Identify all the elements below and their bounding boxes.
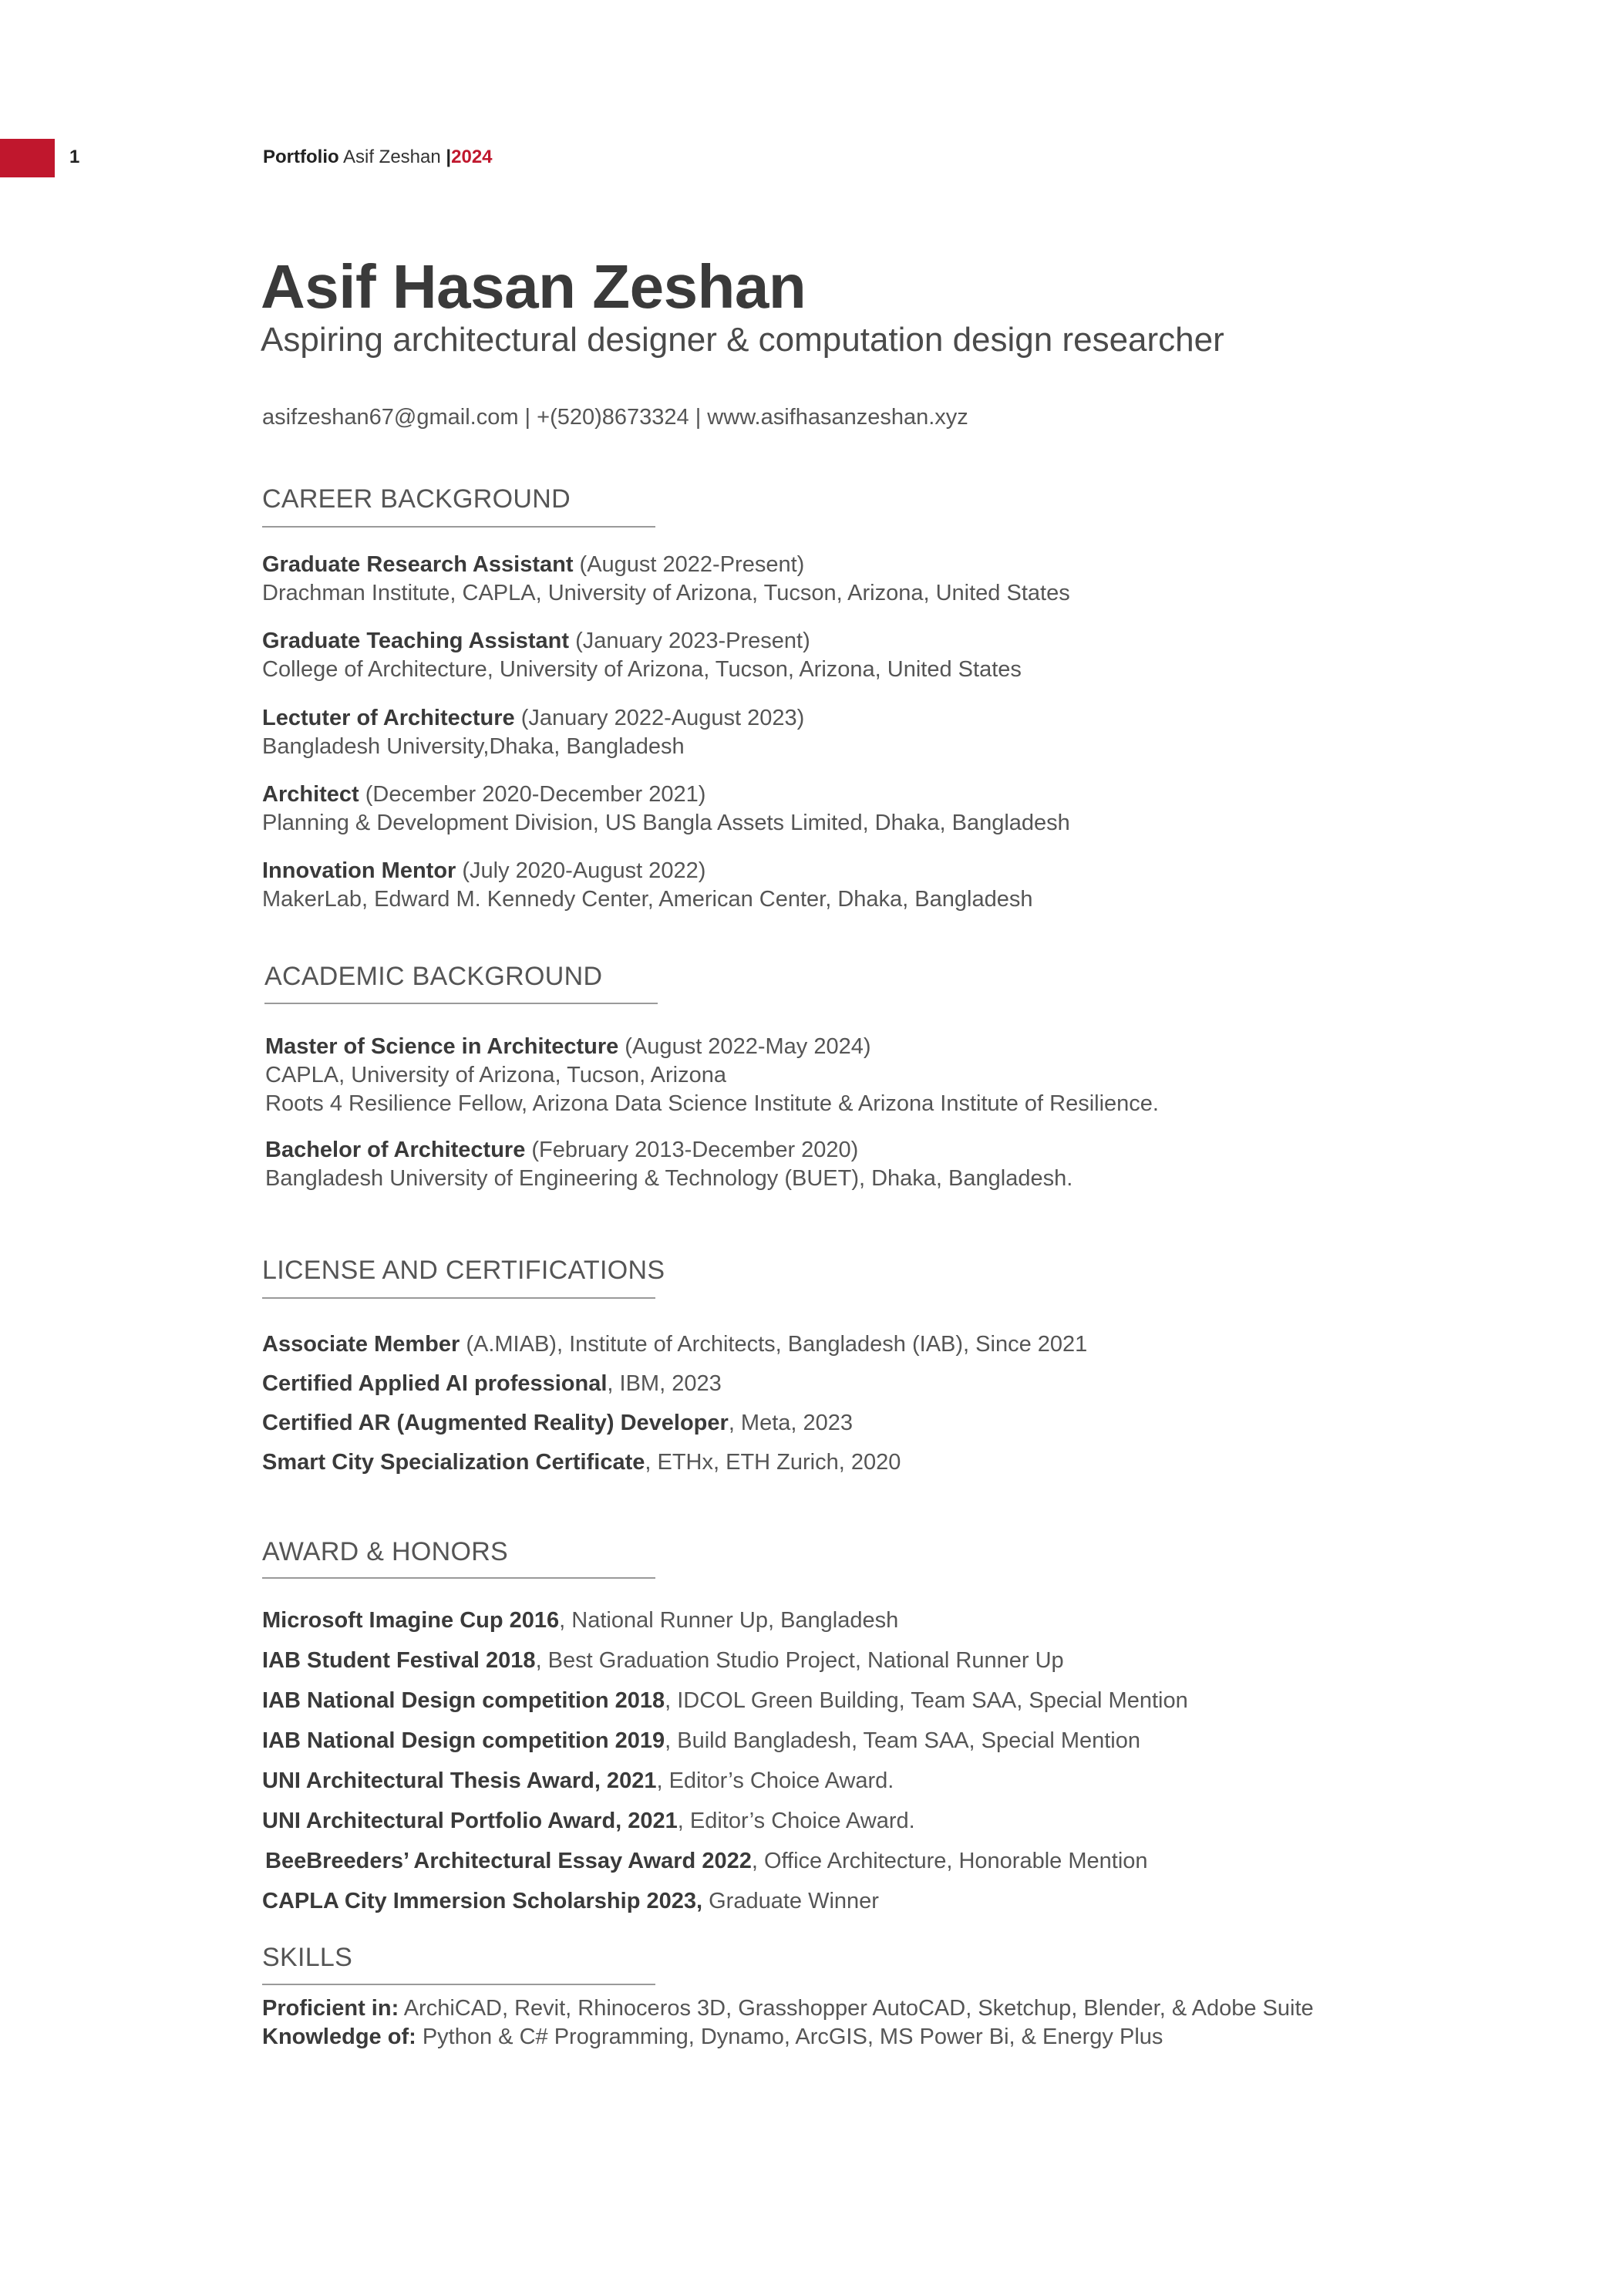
awards-section-title: AWARD & HONORS <box>262 1537 509 1566</box>
page-number: 1 <box>69 147 80 167</box>
page-title: Asif Hasan Zeshan <box>261 252 806 321</box>
award-name: IAB National Design competition 2019 <box>262 1728 665 1753</box>
academic-institution: Bangladesh University of Engineering & Technology (BUET), Dhaka, Bangladesh. <box>265 1166 1073 1191</box>
award-details: , Office Architecture, Honorable Mention <box>751 1849 1148 1873</box>
career-item <box>262 857 1032 914</box>
award-details: , Editor’s Choice Award. <box>656 1768 894 1793</box>
skills-knowledge-row <box>262 2023 1314 2052</box>
skills-section-title: SKILLS <box>262 1943 353 1972</box>
award-item <box>262 1721 1188 1761</box>
career-place: Planning & Development Division, US Bangla Assets Limited, Dhaka, Bangladesh <box>262 811 1070 835</box>
award-details: , Editor’s Choice Award. <box>677 1809 915 1833</box>
academic-institution: CAPLA, University of Arizona, Tucson, Arizona <box>265 1063 726 1087</box>
career-item <box>262 551 1070 608</box>
header-separator: | <box>446 147 452 167</box>
career-place: MakerLab, Edward M. Kennedy Center, American Center, Dhaka, Bangladesh <box>262 887 1033 912</box>
award-name: UNI Architectural Portfolio Award, 2021 <box>262 1809 678 1833</box>
license-item <box>262 1404 1087 1443</box>
academic-period: (August 2022-May 2024) <box>618 1034 871 1059</box>
licenses-section-rule <box>262 1297 655 1299</box>
license-name: Certified Applied AI professional <box>262 1371 608 1396</box>
academic-section-title: ACADEMIC BACKGROUND <box>264 962 603 991</box>
career-section-rule <box>262 526 655 528</box>
award-item <box>262 1881 1188 1921</box>
academic-degree: Bachelor of Architecture <box>265 1138 526 1162</box>
career-role: Graduate Teaching Assistant <box>262 629 570 653</box>
academic-item <box>265 1033 1159 1118</box>
academic-note: Roots 4 Resilience Fellow, Arizona Data Science Institute & Arizona Institute of Resilience. <box>265 1091 1159 1116</box>
award-details: , National Runner Up, Bangladesh <box>559 1608 899 1633</box>
license-details: , ETHx, ETH Zurich, 2020 <box>645 1450 901 1475</box>
career-period: (July 2020-August 2022) <box>456 858 706 883</box>
award-name: BeeBreeders’ Architectural Essay Award 2022 <box>265 1849 752 1873</box>
award-name: CAPLA City Immersion Scholarship 2023, <box>262 1889 703 1913</box>
license-name: Smart City Specialization Certificate <box>262 1450 645 1475</box>
awards-list <box>262 1600 1188 1921</box>
skills-section-rule <box>262 1984 655 1985</box>
career-item <box>262 627 1022 684</box>
header-portfolio-word: Portfolio <box>263 147 339 167</box>
career-role: Innovation Mentor <box>262 858 456 883</box>
tagline: Aspiring architectural designer & computation design researcher <box>261 321 1224 359</box>
running-header <box>263 147 493 168</box>
career-place: Bangladesh University,Dhaka, Bangladesh <box>262 734 685 759</box>
career-item <box>262 704 804 761</box>
career-period: (January 2022-August 2023) <box>514 706 805 730</box>
license-item <box>262 1364 1087 1404</box>
award-item <box>262 1600 1188 1640</box>
academic-section-rule <box>264 1003 658 1004</box>
career-period: (January 2023-Present) <box>569 629 810 653</box>
skills-knowledge-list: Python & C# Programming, Dynamo, ArcGIS, MS Power Bi, & Energy Plus <box>416 2025 1163 2049</box>
award-details: , Best Graduation Studio Project, National Runner Up <box>535 1648 1064 1673</box>
academic-period: (February 2013-December 2020) <box>525 1138 859 1162</box>
career-item <box>262 781 1070 838</box>
license-name: Associate Member <box>262 1332 460 1357</box>
award-name: IAB National Design competition 2018 <box>262 1688 665 1713</box>
award-name: Microsoft Imagine Cup 2016 <box>262 1608 560 1633</box>
award-name: UNI Architectural Thesis Award, 2021 <box>262 1768 657 1793</box>
career-place: Drachman Institute, CAPLA, University of Arizona, Tucson, Arizona, United States <box>262 581 1070 605</box>
skills-proficient-row <box>262 1994 1314 2023</box>
career-role: Architect <box>262 782 359 807</box>
award-item <box>262 1640 1188 1681</box>
award-name: IAB Student Festival 2018 <box>262 1648 536 1673</box>
skills-proficient-label: Proficient in: <box>262 1996 399 2021</box>
skills-block <box>262 1994 1314 2052</box>
license-details: (A.MIAB), Institute of Architects, Bangladesh (IAB), Since 2021 <box>460 1332 1088 1357</box>
skills-proficient-list: ArchiCAD, Revit, Rhinoceros 3D, Grasshopper AutoCAD, Sketchup, Blender, & Adobe Suite <box>399 1996 1314 2021</box>
licenses-list <box>262 1325 1087 1482</box>
licenses-section-title: LICENSE AND CERTIFICATIONS <box>262 1256 665 1285</box>
license-details: , Meta, 2023 <box>728 1411 854 1435</box>
license-item <box>262 1443 1087 1482</box>
award-details: , IDCOL Green Building, Team SAA, Special Mention <box>665 1688 1188 1713</box>
career-role: Lectuter of Architecture <box>262 706 515 730</box>
career-period: (December 2020-December 2021) <box>359 782 706 807</box>
career-role: Graduate Research Assistant <box>262 552 574 577</box>
header-author: Asif Zeshan <box>343 147 441 167</box>
header-year: 2024 <box>451 147 493 167</box>
license-item <box>262 1325 1087 1364</box>
award-item <box>262 1801 1188 1841</box>
award-details: Graduate Winner <box>702 1889 879 1913</box>
career-place: College of Architecture, University of Arizona, Tucson, Arizona, United States <box>262 657 1022 682</box>
license-details: , IBM, 2023 <box>607 1371 722 1396</box>
award-details: , Build Bangladesh, Team SAA, Special Mention <box>665 1728 1140 1753</box>
career-period: (August 2022-Present) <box>573 552 805 577</box>
award-item <box>262 1761 1188 1801</box>
contact-line: asifzeshan67@gmail.com | +(520)8673324 | www.asifhasanzeshan.xyz <box>262 405 968 430</box>
awards-section-rule <box>262 1577 655 1579</box>
academic-degree: Master of Science in Architecture <box>265 1034 619 1059</box>
academic-item <box>265 1136 1072 1193</box>
award-item <box>262 1681 1188 1721</box>
career-section-title: CAREER BACKGROUND <box>262 484 571 514</box>
license-name: Certified AR (Augmented Reality) Developer <box>262 1411 729 1435</box>
skills-knowledge-label: Knowledge of: <box>262 2025 416 2049</box>
page-marker-tab <box>0 139 55 177</box>
award-item <box>262 1841 1188 1881</box>
